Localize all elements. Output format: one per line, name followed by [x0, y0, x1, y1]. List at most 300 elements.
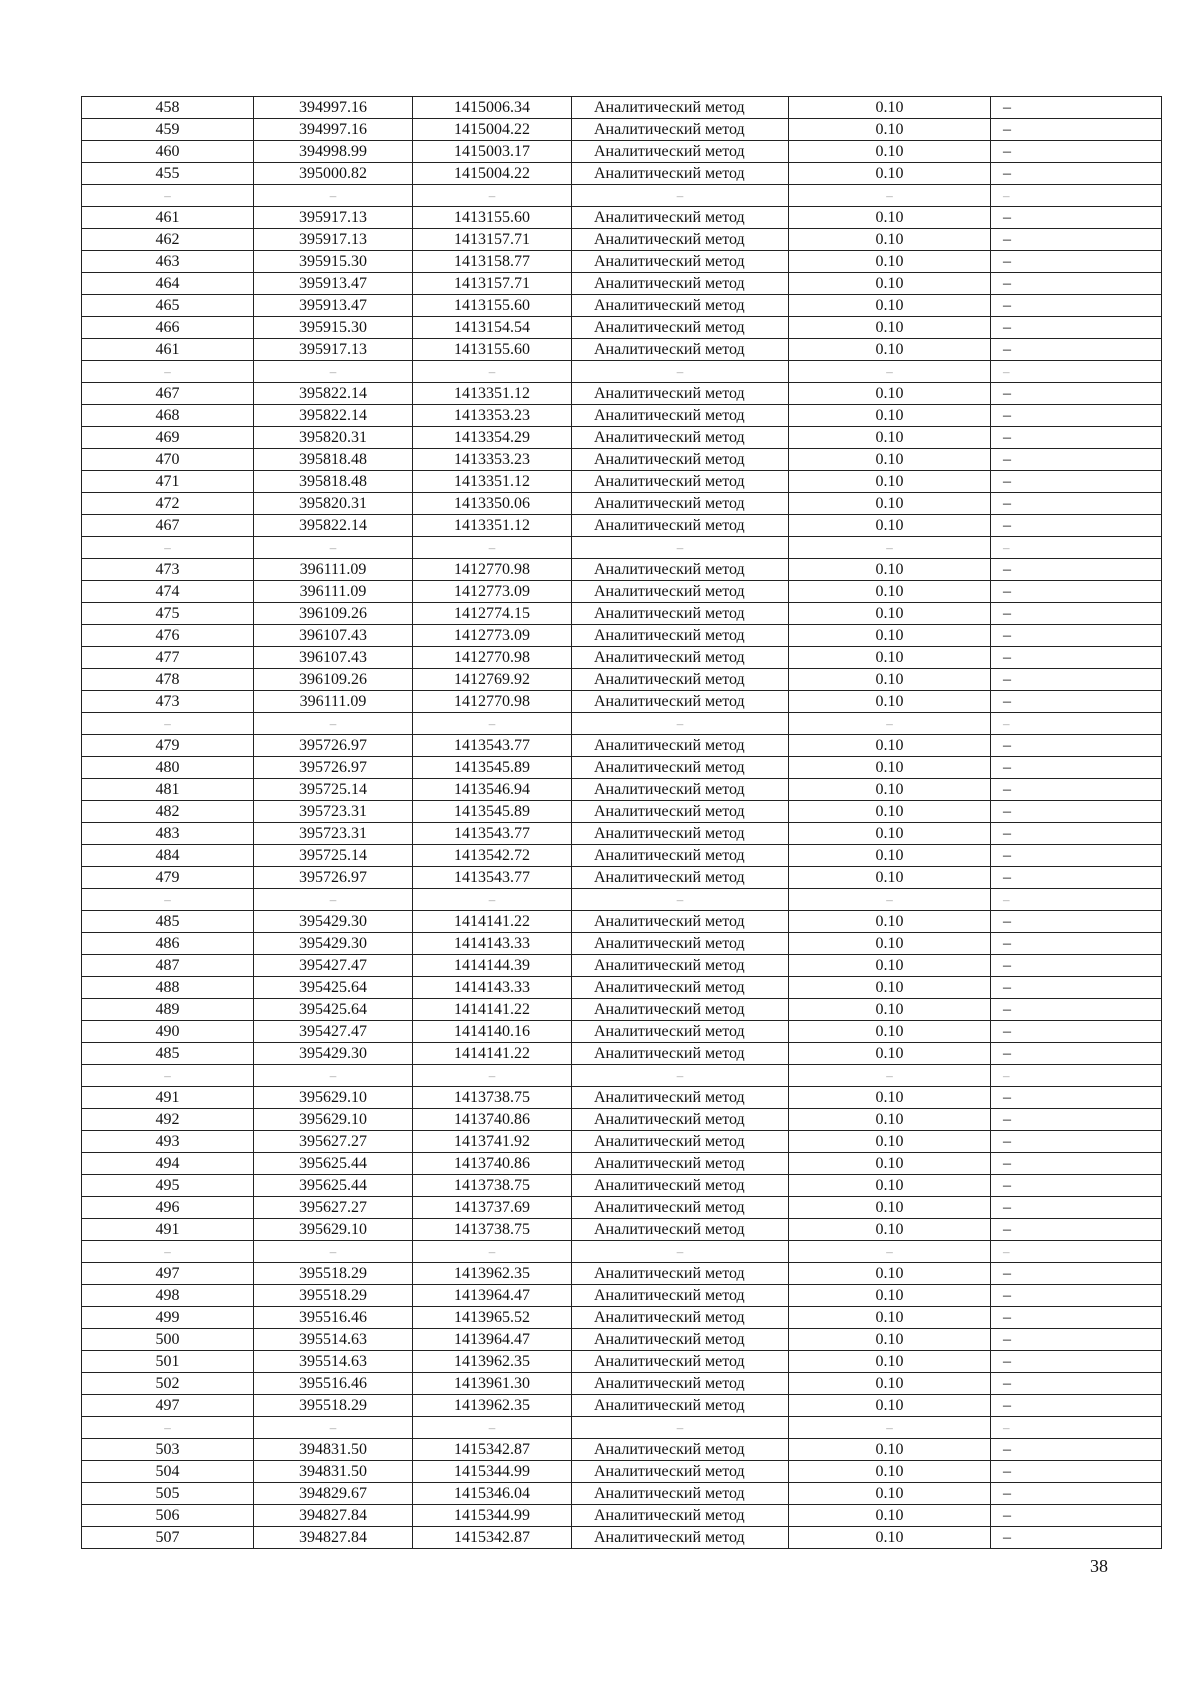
table-row [82, 625, 1162, 647]
accuracy-cell: 0.10 [789, 867, 991, 889]
accuracy-cell: 0.10 [789, 163, 991, 185]
method-cell: Аналитический метод [572, 977, 789, 999]
table-row [82, 317, 1162, 339]
accuracy-cell: 0.10 [789, 141, 991, 163]
accuracy-cell: 0.10 [789, 625, 991, 647]
point-number-cell: 493 [82, 1131, 254, 1153]
y-coordinate-cell: 1413964.47 [413, 1285, 572, 1307]
accuracy-cell: 0.10 [789, 669, 991, 691]
method-cell: Аналитический метод [572, 1505, 789, 1527]
point-number-cell: 497 [82, 1263, 254, 1285]
point-number-cell: 494 [82, 1153, 254, 1175]
accuracy-cell: – [789, 185, 991, 207]
point-number-cell: 505 [82, 1483, 254, 1505]
accuracy-cell: – [789, 361, 991, 383]
point-number-cell: – [82, 1241, 254, 1263]
y-coordinate-cell: 1413158.77 [413, 251, 572, 273]
table-row [82, 97, 1162, 119]
table-row [82, 1285, 1162, 1307]
method-cell: Аналитический метод [572, 1109, 789, 1131]
note-cell: – [991, 1527, 1162, 1549]
note-cell: – [991, 1285, 1162, 1307]
table-row [82, 801, 1162, 823]
note-cell: – [991, 1439, 1162, 1461]
accuracy-cell: 0.10 [789, 823, 991, 845]
point-number-cell: 477 [82, 647, 254, 669]
table-row [82, 581, 1162, 603]
table-row [82, 1439, 1162, 1461]
point-number-cell: 471 [82, 471, 254, 493]
table-row [82, 449, 1162, 471]
table-row [82, 251, 1162, 273]
y-coordinate-cell: 1414143.33 [413, 977, 572, 999]
note-cell: – [991, 1461, 1162, 1483]
note-cell: – [991, 251, 1162, 273]
table-row [82, 295, 1162, 317]
method-cell: Аналитический метод [572, 449, 789, 471]
accuracy-cell: 0.10 [789, 559, 991, 581]
method-cell: Аналитический метод [572, 515, 789, 537]
x-coordinate-cell: 396109.26 [254, 669, 413, 691]
accuracy-cell: 0.10 [789, 1461, 991, 1483]
accuracy-cell: 0.10 [789, 1527, 991, 1549]
method-cell: Аналитический метод [572, 823, 789, 845]
x-coordinate-cell: 395518.29 [254, 1395, 413, 1417]
method-cell: Аналитический метод [572, 471, 789, 493]
y-coordinate-cell: 1415342.87 [413, 1439, 572, 1461]
table-row [82, 1505, 1162, 1527]
note-cell: – [991, 1307, 1162, 1329]
note-cell: – [991, 801, 1162, 823]
y-coordinate-cell: 1414141.22 [413, 1043, 572, 1065]
accuracy-cell: 0.10 [789, 1439, 991, 1461]
accuracy-cell: – [789, 1065, 991, 1087]
note-cell: – [991, 471, 1162, 493]
method-cell: Аналитический метод [572, 1263, 789, 1285]
method-cell: Аналитический метод [572, 295, 789, 317]
x-coordinate-cell: 394827.84 [254, 1527, 413, 1549]
x-coordinate-cell: 395723.31 [254, 823, 413, 845]
method-cell: Аналитический метод [572, 97, 789, 119]
method-cell: Аналитический метод [572, 845, 789, 867]
accuracy-cell: – [789, 1417, 991, 1439]
method-cell: – [572, 1065, 789, 1087]
y-coordinate-cell: 1415346.04 [413, 1483, 572, 1505]
y-coordinate-cell: 1414144.39 [413, 955, 572, 977]
point-number-cell: 501 [82, 1351, 254, 1373]
method-cell: Аналитический метод [572, 1021, 789, 1043]
table-row [82, 1197, 1162, 1219]
method-cell: Аналитический метод [572, 735, 789, 757]
point-number-cell: 474 [82, 581, 254, 603]
separator-row [82, 713, 1162, 735]
accuracy-cell: 0.10 [789, 1395, 991, 1417]
x-coordinate-cell: 395516.46 [254, 1373, 413, 1395]
accuracy-cell: 0.10 [789, 1263, 991, 1285]
table-row [82, 933, 1162, 955]
method-cell: Аналитический метод [572, 625, 789, 647]
note-cell: – [991, 383, 1162, 405]
method-cell: Аналитический метод [572, 933, 789, 955]
y-coordinate-cell: 1413738.75 [413, 1175, 572, 1197]
x-coordinate-cell: 394997.16 [254, 97, 413, 119]
note-cell: – [991, 1175, 1162, 1197]
accuracy-cell: – [789, 713, 991, 735]
y-coordinate-cell: 1412770.98 [413, 647, 572, 669]
method-cell: – [572, 537, 789, 559]
method-cell: Аналитический метод [572, 691, 789, 713]
accuracy-cell: 0.10 [789, 1131, 991, 1153]
table-row [82, 691, 1162, 713]
point-number-cell: 468 [82, 405, 254, 427]
point-number-cell: 490 [82, 1021, 254, 1043]
accuracy-cell: 0.10 [789, 911, 991, 933]
accuracy-cell: 0.10 [789, 1153, 991, 1175]
note-cell: – [991, 933, 1162, 955]
table-row [82, 1219, 1162, 1241]
accuracy-cell: 0.10 [789, 1175, 991, 1197]
table-row [82, 339, 1162, 361]
note-cell: – [991, 757, 1162, 779]
method-cell: Аналитический метод [572, 955, 789, 977]
method-cell: – [572, 185, 789, 207]
accuracy-cell: 0.10 [789, 603, 991, 625]
note-cell: – [991, 779, 1162, 801]
method-cell: Аналитический метод [572, 119, 789, 141]
x-coordinate-cell: 395822.14 [254, 383, 413, 405]
y-coordinate-cell: 1415003.17 [413, 141, 572, 163]
y-coordinate-cell: 1413351.12 [413, 515, 572, 537]
x-coordinate-cell: 395516.46 [254, 1307, 413, 1329]
note-cell: – [991, 823, 1162, 845]
x-coordinate-cell: 394829.67 [254, 1483, 413, 1505]
method-cell: Аналитический метод [572, 141, 789, 163]
y-coordinate-cell: 1413351.12 [413, 471, 572, 493]
point-number-cell: – [82, 889, 254, 911]
point-number-cell: 483 [82, 823, 254, 845]
method-cell: Аналитический метод [572, 1395, 789, 1417]
accuracy-cell: 0.10 [789, 1197, 991, 1219]
y-coordinate-cell: – [413, 1065, 572, 1087]
table-row [82, 1527, 1162, 1549]
point-number-cell: 491 [82, 1087, 254, 1109]
point-number-cell: 482 [82, 801, 254, 823]
point-number-cell: 462 [82, 229, 254, 251]
x-coordinate-cell: 396109.26 [254, 603, 413, 625]
point-number-cell: 496 [82, 1197, 254, 1219]
method-cell: Аналитический метод [572, 317, 789, 339]
point-number-cell: 460 [82, 141, 254, 163]
y-coordinate-cell: 1413738.75 [413, 1219, 572, 1241]
method-cell: Аналитический метод [572, 801, 789, 823]
table-row [82, 471, 1162, 493]
note-cell: – [991, 537, 1162, 559]
x-coordinate-cell: 394997.16 [254, 119, 413, 141]
note-cell: – [991, 1131, 1162, 1153]
accuracy-cell: 0.10 [789, 295, 991, 317]
y-coordinate-cell: 1413155.60 [413, 207, 572, 229]
y-coordinate-cell: 1412773.09 [413, 581, 572, 603]
accuracy-cell: 0.10 [789, 1043, 991, 1065]
note-cell: – [991, 1197, 1162, 1219]
note-cell: – [991, 867, 1162, 889]
point-number-cell: 500 [82, 1329, 254, 1351]
y-coordinate-cell: 1413545.89 [413, 801, 572, 823]
x-coordinate-cell: 394831.50 [254, 1461, 413, 1483]
accuracy-cell: 0.10 [789, 581, 991, 603]
coordinates-table-body [82, 97, 1162, 1549]
point-number-cell: 476 [82, 625, 254, 647]
method-cell: Аналитический метод [572, 1351, 789, 1373]
x-coordinate-cell: 395726.97 [254, 757, 413, 779]
accuracy-cell: 0.10 [789, 405, 991, 427]
x-coordinate-cell: 396111.09 [254, 581, 413, 603]
table-row [82, 515, 1162, 537]
accuracy-cell: 0.10 [789, 427, 991, 449]
y-coordinate-cell: 1412773.09 [413, 625, 572, 647]
method-cell: Аналитический метод [572, 427, 789, 449]
method-cell: Аналитический метод [572, 779, 789, 801]
table-row [82, 955, 1162, 977]
x-coordinate-cell: 395427.47 [254, 955, 413, 977]
point-number-cell: 458 [82, 97, 254, 119]
y-coordinate-cell: 1413962.35 [413, 1395, 572, 1417]
table-row [82, 1087, 1162, 1109]
note-cell: – [991, 713, 1162, 735]
table-row [82, 977, 1162, 999]
point-number-cell: – [82, 713, 254, 735]
y-coordinate-cell: 1413738.75 [413, 1087, 572, 1109]
table-row [82, 1351, 1162, 1373]
method-cell: Аналитический метод [572, 1527, 789, 1549]
x-coordinate-cell: – [254, 1241, 413, 1263]
accuracy-cell: 0.10 [789, 493, 991, 515]
method-cell: Аналитический метод [572, 911, 789, 933]
table-row [82, 1131, 1162, 1153]
point-number-cell: – [82, 185, 254, 207]
x-coordinate-cell: – [254, 361, 413, 383]
x-coordinate-cell: 394827.84 [254, 1505, 413, 1527]
method-cell: Аналитический метод [572, 1285, 789, 1307]
point-number-cell: 502 [82, 1373, 254, 1395]
y-coordinate-cell: 1412774.15 [413, 603, 572, 625]
method-cell: Аналитический метод [572, 1307, 789, 1329]
accuracy-cell: 0.10 [789, 955, 991, 977]
point-number-cell: 480 [82, 757, 254, 779]
accuracy-cell: 0.10 [789, 207, 991, 229]
x-coordinate-cell: 395625.44 [254, 1153, 413, 1175]
table-row [82, 427, 1162, 449]
table-row [82, 383, 1162, 405]
y-coordinate-cell: – [413, 361, 572, 383]
note-cell: – [991, 273, 1162, 295]
point-number-cell: 473 [82, 559, 254, 581]
x-coordinate-cell: 396111.09 [254, 559, 413, 581]
x-coordinate-cell: 395514.63 [254, 1329, 413, 1351]
note-cell: – [991, 999, 1162, 1021]
y-coordinate-cell: 1413546.94 [413, 779, 572, 801]
separator-row [82, 361, 1162, 383]
note-cell: – [991, 317, 1162, 339]
accuracy-cell: 0.10 [789, 251, 991, 273]
accuracy-cell: 0.10 [789, 977, 991, 999]
accuracy-cell: 0.10 [789, 801, 991, 823]
x-coordinate-cell: 395822.14 [254, 515, 413, 537]
table-row [82, 163, 1162, 185]
point-number-cell: 485 [82, 911, 254, 933]
table-row [82, 119, 1162, 141]
accuracy-cell: 0.10 [789, 757, 991, 779]
method-cell: Аналитический метод [572, 1483, 789, 1505]
accuracy-cell: 0.10 [789, 273, 991, 295]
note-cell: – [991, 625, 1162, 647]
method-cell: Аналитический метод [572, 163, 789, 185]
y-coordinate-cell: 1413155.60 [413, 339, 572, 361]
accuracy-cell: 0.10 [789, 735, 991, 757]
point-number-cell: 455 [82, 163, 254, 185]
x-coordinate-cell: 396107.43 [254, 625, 413, 647]
note-cell: – [991, 1087, 1162, 1109]
x-coordinate-cell: 395425.64 [254, 999, 413, 1021]
table-row [82, 1021, 1162, 1043]
point-number-cell: 467 [82, 383, 254, 405]
y-coordinate-cell: 1415004.22 [413, 119, 572, 141]
method-cell: Аналитический метод [572, 757, 789, 779]
point-number-cell: 485 [82, 1043, 254, 1065]
y-coordinate-cell: 1415344.99 [413, 1505, 572, 1527]
y-coordinate-cell: 1413154.54 [413, 317, 572, 339]
note-cell: – [991, 427, 1162, 449]
x-coordinate-cell: 395818.48 [254, 471, 413, 493]
accuracy-cell: 0.10 [789, 1109, 991, 1131]
point-number-cell: 461 [82, 339, 254, 361]
point-number-cell: – [82, 1065, 254, 1087]
note-cell: – [991, 515, 1162, 537]
x-coordinate-cell: 395915.30 [254, 251, 413, 273]
point-number-cell: – [82, 537, 254, 559]
accuracy-cell: – [789, 1241, 991, 1263]
note-cell: – [991, 1395, 1162, 1417]
note-cell: – [991, 1263, 1162, 1285]
x-coordinate-cell: 395917.13 [254, 339, 413, 361]
accuracy-cell: 0.10 [789, 1329, 991, 1351]
y-coordinate-cell: 1413542.72 [413, 845, 572, 867]
point-number-cell: 506 [82, 1505, 254, 1527]
method-cell: Аналитический метод [572, 207, 789, 229]
method-cell: Аналитический метод [572, 273, 789, 295]
table-row [82, 1373, 1162, 1395]
note-cell: – [991, 229, 1162, 251]
point-number-cell: – [82, 1417, 254, 1439]
accuracy-cell: 0.10 [789, 1483, 991, 1505]
method-cell: Аналитический метод [572, 1329, 789, 1351]
x-coordinate-cell: 395514.63 [254, 1351, 413, 1373]
x-coordinate-cell: 395627.27 [254, 1131, 413, 1153]
method-cell: Аналитический метод [572, 1219, 789, 1241]
point-number-cell: 478 [82, 669, 254, 691]
note-cell: – [991, 1065, 1162, 1087]
y-coordinate-cell: – [413, 1241, 572, 1263]
coordinates-table [81, 96, 1162, 1549]
y-coordinate-cell: 1413543.77 [413, 735, 572, 757]
separator-row [82, 537, 1162, 559]
method-cell: Аналитический метод [572, 559, 789, 581]
table-row [82, 603, 1162, 625]
method-cell: Аналитический метод [572, 603, 789, 625]
table-row [82, 207, 1162, 229]
note-cell: – [991, 493, 1162, 515]
table-row [82, 1109, 1162, 1131]
method-cell: Аналитический метод [572, 251, 789, 273]
table-row [82, 1043, 1162, 1065]
note-cell: – [991, 295, 1162, 317]
separator-row [82, 1241, 1162, 1263]
note-cell: – [991, 1505, 1162, 1527]
x-coordinate-cell: 395917.13 [254, 207, 413, 229]
table-row [82, 757, 1162, 779]
accuracy-cell: 0.10 [789, 999, 991, 1021]
method-cell: Аналитический метод [572, 405, 789, 427]
x-coordinate-cell: 395913.47 [254, 273, 413, 295]
x-coordinate-cell: 394998.99 [254, 141, 413, 163]
accuracy-cell: – [789, 537, 991, 559]
note-cell: – [991, 735, 1162, 757]
note-cell: – [991, 141, 1162, 163]
method-cell: Аналитический метод [572, 1131, 789, 1153]
y-coordinate-cell: 1412770.98 [413, 559, 572, 581]
table-row [82, 867, 1162, 889]
method-cell: Аналитический метод [572, 493, 789, 515]
point-number-cell: 467 [82, 515, 254, 537]
table-row [82, 405, 1162, 427]
note-cell: – [991, 361, 1162, 383]
table-row [82, 735, 1162, 757]
note-cell: – [991, 1351, 1162, 1373]
x-coordinate-cell: 395725.14 [254, 845, 413, 867]
method-cell: – [572, 713, 789, 735]
y-coordinate-cell: 1413741.92 [413, 1131, 572, 1153]
point-number-cell: 465 [82, 295, 254, 317]
note-cell: – [991, 339, 1162, 361]
y-coordinate-cell: 1413351.12 [413, 383, 572, 405]
point-number-cell: 481 [82, 779, 254, 801]
note-cell: – [991, 1483, 1162, 1505]
note-cell: – [991, 559, 1162, 581]
note-cell: – [991, 97, 1162, 119]
accuracy-cell: – [789, 889, 991, 911]
point-number-cell: 472 [82, 493, 254, 515]
note-cell: – [991, 207, 1162, 229]
table-row [82, 823, 1162, 845]
y-coordinate-cell: 1413962.35 [413, 1263, 572, 1285]
y-coordinate-cell: – [413, 1417, 572, 1439]
x-coordinate-cell: 395429.30 [254, 911, 413, 933]
x-coordinate-cell: 395725.14 [254, 779, 413, 801]
separator-row [82, 185, 1162, 207]
note-cell: – [991, 449, 1162, 471]
y-coordinate-cell: 1413350.06 [413, 493, 572, 515]
x-coordinate-cell: 395627.27 [254, 1197, 413, 1219]
y-coordinate-cell: 1413354.29 [413, 427, 572, 449]
accuracy-cell: 0.10 [789, 1307, 991, 1329]
y-coordinate-cell: 1414141.22 [413, 999, 572, 1021]
note-cell: – [991, 669, 1162, 691]
x-coordinate-cell: 395629.10 [254, 1219, 413, 1241]
x-coordinate-cell: 395427.47 [254, 1021, 413, 1043]
method-cell: – [572, 361, 789, 383]
x-coordinate-cell: – [254, 1065, 413, 1087]
x-coordinate-cell: 395723.31 [254, 801, 413, 823]
